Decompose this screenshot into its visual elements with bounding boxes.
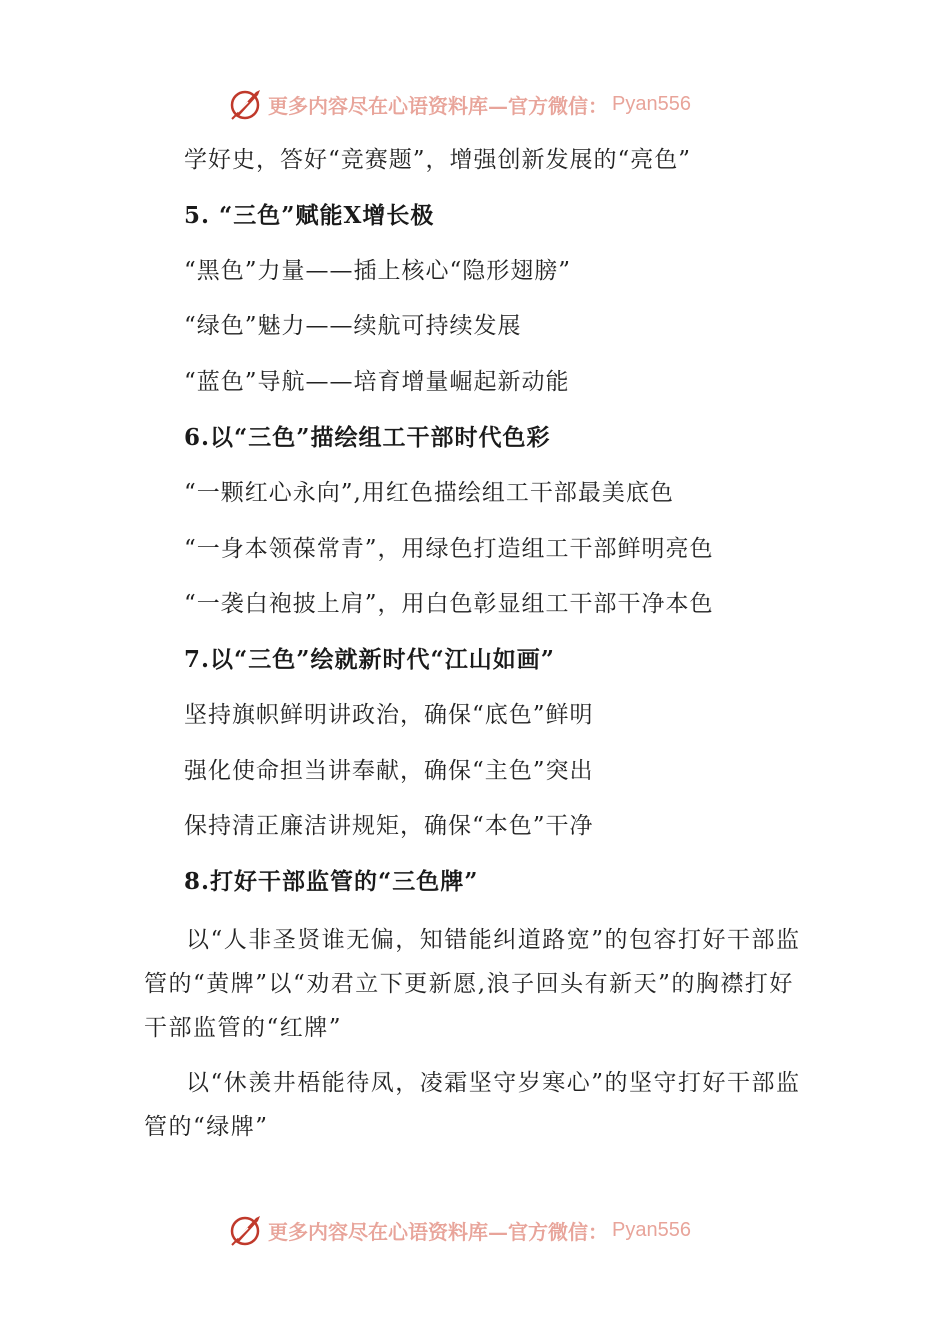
text-line: 强化使命担当讲奉献，确保“主色”突出 <box>184 758 594 784</box>
paragraph: 以“人非圣贤谁无偏，知错能纠道路宽”的包容打好干部监管的“黄牌”以“劝君立下更新愿,浪子回头有新天”的胸襟打好干部监管的“红牌” <box>144 927 801 1041</box>
watermark-text: 更多内容尽在心语资料库—官方微信： <box>268 93 608 118</box>
header-watermark <box>228 84 691 124</box>
section-heading-6: 6.以“三色”描绘组工干部时代色彩 <box>184 424 551 451</box>
text-line: “绿色”魅力——续航可持续发展 <box>184 313 522 339</box>
text-line: 保持清正廉洁讲规矩，确保“本色”干净 <box>184 813 594 839</box>
watermark-wechat-id: Pyan556 <box>612 92 691 115</box>
text-line: “一颗红心永向”,用红色描绘组工干部最美底色 <box>184 480 674 506</box>
watermark-text: 更多内容尽在心语资料库—官方微信： <box>268 1219 608 1244</box>
text-line: 学好史，答好“竞赛题”，增强创新发展的“亮色” <box>184 147 692 173</box>
footer-watermark <box>228 1210 691 1250</box>
text-line: “蓝色”导航——培育增量崛起新动能 <box>184 369 570 395</box>
section-heading-8: 8.打好干部监管的“三色牌” <box>184 868 479 895</box>
quill-pen-logo-icon <box>228 1212 264 1248</box>
text-line: “一袭白袍披上肩”，用白色彰显组工干部干净本色 <box>184 591 714 617</box>
text-line: 坚持旗帜鲜明讲政治，确保“底色”鲜明 <box>184 702 594 728</box>
text-line: “一身本领葆常青”，用绿色打造组工干部鲜明亮色 <box>184 536 714 562</box>
quill-pen-logo-icon <box>228 86 264 122</box>
section-heading-5: 5. “三色”赋能X增长极 <box>184 202 435 229</box>
text-line: “黑色”力量——插上核心“隐形翅膀” <box>184 258 572 284</box>
paragraph: 以“休羡井梧能待凤，凌霜坚守岁寒心”的坚守打好干部监管的“绿牌” <box>144 1070 801 1140</box>
watermark-wechat-id: Pyan556 <box>612 1218 691 1241</box>
section-heading-7: 7.以“三色”绘就新时代“江山如画” <box>184 646 555 673</box>
